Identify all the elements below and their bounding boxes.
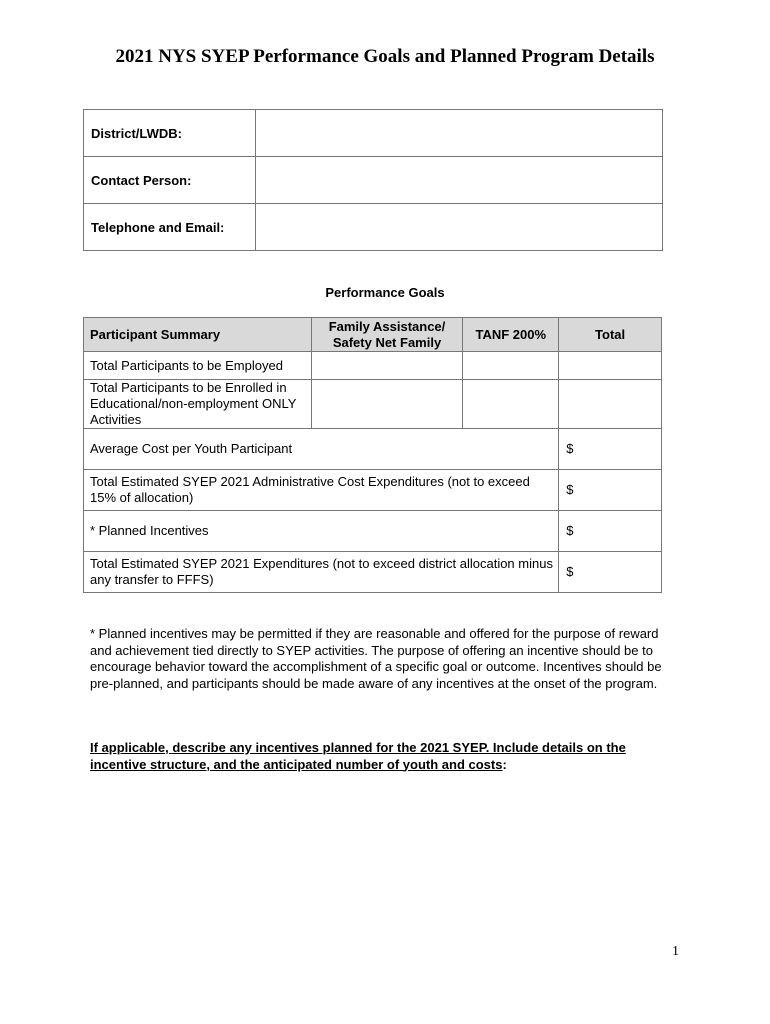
admin-cost-label: Total Estimated SYEP 2021 Administrative Cost Expenditures (not to exceed 15% of allocation) — [84, 470, 559, 511]
district-row — [84, 110, 663, 157]
avg-cost-label: Average Cost per Youth Participant — [84, 429, 559, 470]
incentives-prompt — [90, 740, 670, 773]
header-row — [84, 318, 662, 352]
performance-goals-table — [83, 317, 662, 593]
district-field[interactable] — [256, 110, 663, 157]
contact-info-table — [83, 109, 663, 251]
total-expenditures-field[interactable]: $ — [559, 552, 662, 593]
district-label: District/LWDB: — [84, 110, 256, 157]
performance-goals-title: Performance Goals — [325, 285, 445, 300]
phone-email-row — [84, 204, 663, 251]
incentives-prompt-colon: : — [502, 756, 507, 772]
header-participant-summary: Participant Summary — [84, 318, 312, 352]
enrolled-label: Total Participants to be Enrolled in Educational/non-employment ONLY Activities — [84, 380, 312, 429]
phone-email-label: Telephone and Email: — [84, 204, 256, 251]
total-expenditures-label: Total Estimated SYEP 2021 Expenditures (not to exceed district allocation minus any transfer to FFFS) — [84, 552, 559, 593]
incentives-field[interactable]: $ — [559, 511, 662, 552]
avg-cost-row — [84, 429, 662, 470]
contact-field[interactable] — [256, 157, 663, 204]
header-family-assistance: Family Assistance/ Safety Net Family — [311, 318, 463, 352]
enrolled-family-field[interactable] — [311, 380, 463, 429]
enrolled-total-field[interactable] — [559, 380, 662, 429]
employed-total-field[interactable] — [559, 352, 662, 380]
employed-tanf-field[interactable] — [463, 352, 559, 380]
enrolled-tanf-field[interactable] — [463, 380, 559, 429]
contact-label: Contact Person: — [84, 157, 256, 204]
total-expenditures-row — [84, 552, 662, 593]
employed-row — [84, 352, 662, 380]
incentives-row — [84, 511, 662, 552]
admin-cost-field[interactable]: $ — [559, 470, 662, 511]
admin-cost-row — [84, 470, 662, 511]
incentives-note: * Planned incentives may be permitted if they are reasonable and offered for the purpose of reward and achievement tied directly to SYEP activities. The purpose of offering an incentive should be to encourage behavior toward the accomplishment of a specific goal or outcome. Incentives should be pre-planned, and participants should be made aware of any incentives at the onset of the program. — [90, 626, 662, 691]
page-title: 2021 NYS SYEP Performance Goals and Planned Program Details — [115, 46, 655, 67]
header-total: Total — [559, 318, 662, 352]
phone-email-field[interactable] — [256, 204, 663, 251]
incentives-prompt-text: If applicable, describe any incentives planned for the 2021 SYEP. Include details on the incentive structure, and the anticipated number of youth and costs — [90, 740, 626, 772]
page-number: 1 — [672, 944, 679, 959]
contact-row — [84, 157, 663, 204]
header-tanf: TANF 200% — [463, 318, 559, 352]
avg-cost-field[interactable]: $ — [559, 429, 662, 470]
incentives-label: * Planned Incentives — [84, 511, 559, 552]
employed-family-field[interactable] — [311, 352, 463, 380]
employed-label: Total Participants to be Employed — [84, 352, 312, 380]
enrolled-row — [84, 380, 662, 429]
